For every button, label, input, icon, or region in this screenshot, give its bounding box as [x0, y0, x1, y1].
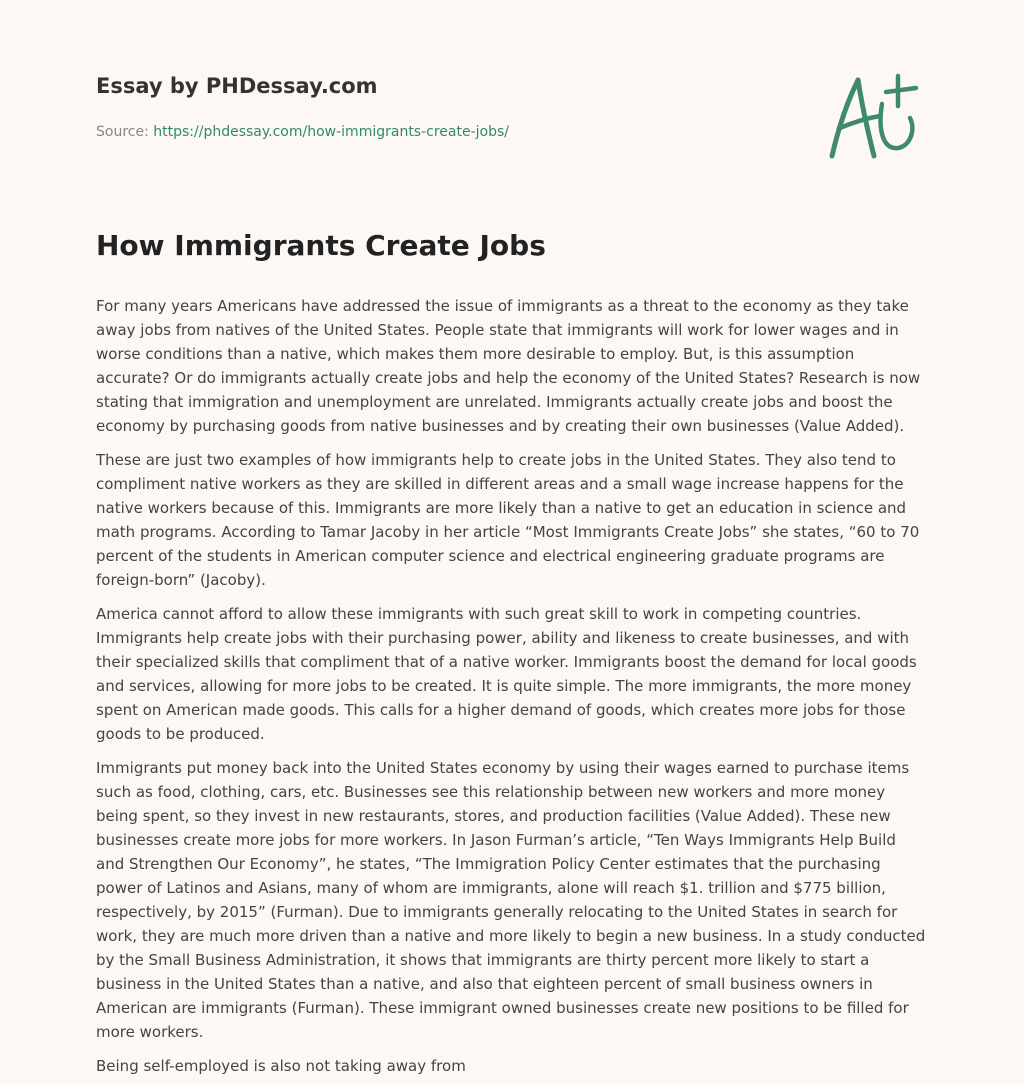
site-brand: Essay by PHDessay.com — [96, 74, 378, 98]
essay-paragraph: Immigrants put money back into the United States economy by using their wages earned to purchase items such as food, clothing, cars, etc. Businesses see this relationship between new workers and more money being spent, so they invest in new restaurants, stores, and production facilities (Value Added). These new businesses create more jobs for more workers. In Jason Furman’s article, “Ten Ways Immigrants Help Build and Strengthen Our Economy”, he states, “The Immigration Policy Center estimates that the purchasing power of Latinos and Asians, many of whom are immigrants, alone will reach $1. trillion and $775 billion, respectively, by 2015” (Furman). Due to immigrants generally relocating to the United States in search for work, they are much more driven than a native and more likely to begin a new business. In a study conducted by the Small Business Administration, it shows that immigrants are thirty percent more likely to start a business in the United States than a native, and also that eighteen percent of small business owners in American are immigrants (Furman). These immigrant owned businesses create new positions to be filled for more workers. — [96, 759, 926, 1041]
essay-title: How Immigrants Create Jobs — [96, 229, 546, 262]
essay-body — [96, 294, 928, 1078]
source-label: Source: — [96, 124, 154, 140]
essay-paragraph: For many years Americans have addressed the issue of immigrants as a threat to the economy as they take away jobs from natives of the United States. People state that immigrants will work for lower wages and in worse conditions than a native, which makes them more desirable to employ. But, is this assumption accurate? Or do immigrants actually create jobs and help the economy of the United States? Research is now stating that immigration and unemployment are unrelated. Immigrants actually create jobs and boost the economy by purchasing goods from native businesses and by creating their own businesses (Value Added). — [96, 297, 921, 435]
page-header — [96, 0, 928, 190]
essay-paragraph: America cannot afford to allow these immigrants with such great skill to work in competing countries. Immigrants help create jobs with their purchasing power, ability and likeness to create businesses, and with their specialized skills that compliment that of a native worker. Immigrants boost the demand for local goods and services, allowing for more jobs to be created. It is quite simple. The more immigrants, the more money spent on American made goods. This calls for a higher demand of goods, which creates more jobs for those goods to be produced. — [96, 605, 917, 743]
a-plus-grade-icon — [824, 66, 928, 164]
source-link[interactable]: https://phdessay.com/how-immigrants-create-jobs/ — [153, 124, 510, 140]
source-line — [96, 124, 509, 140]
essay-paragraph: These are just two examples of how immigrants help to create jobs in the United States. They also tend to compliment native workers as they are skilled in different areas and a small wage increase happens for the native workers because of this. Immigrants are more likely than a native to get an education in science and math programs. According to Tamar Jacoby in her article “Most Immigrants Create Jobs” she states, “60 to 70 percent of the students in American computer science and electrical engineering graduate programs are foreign-born” (Jacoby). — [96, 451, 920, 589]
essay-paragraph: Being self-employed is also not taking away from — [96, 1057, 466, 1075]
